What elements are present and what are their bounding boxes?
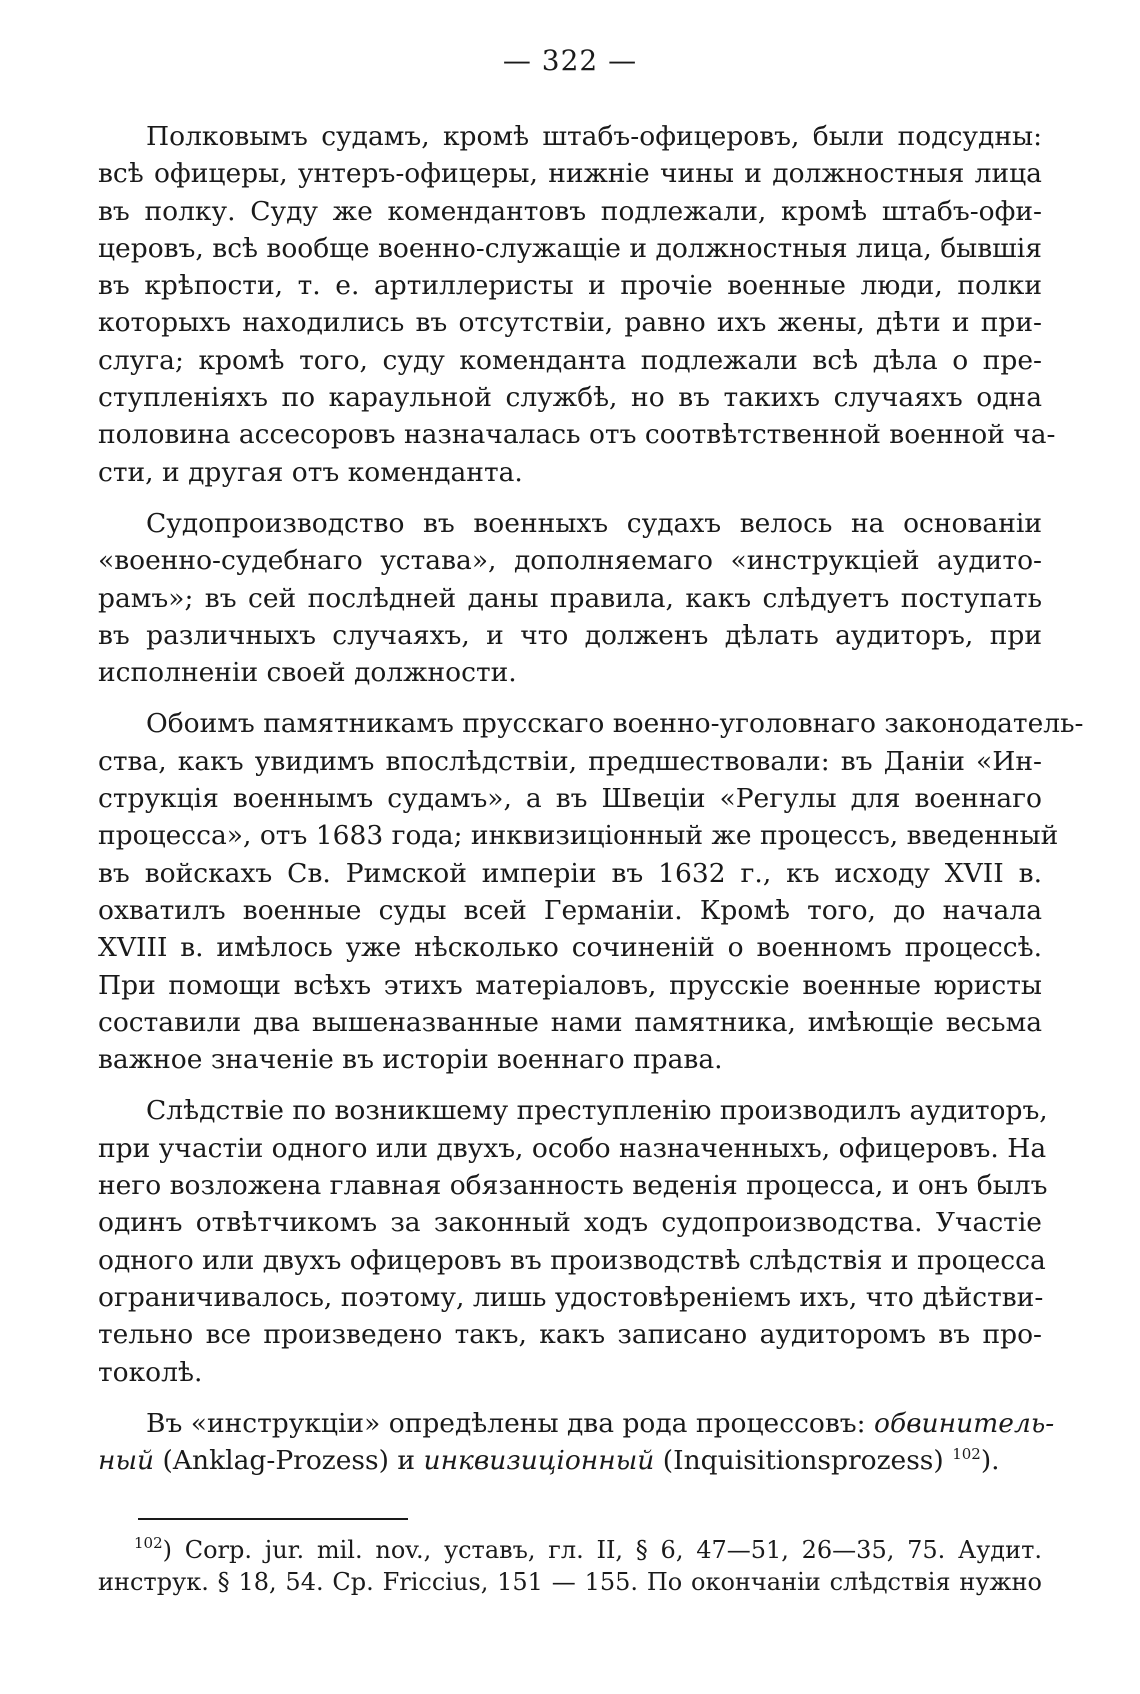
text-run: (Anklag-Prozess) и [162,1445,416,1477]
text-line: охватилъ военные суды всей Германіи. Кромѣ того, до начала [98,894,1042,926]
text-line: ограничивалось, поэтому, лишь удостовѣреніемъ ихъ, что дѣйстви- [98,1281,1044,1313]
text-line: сти, и другая отъ коменданта. [98,456,523,488]
text-line [98,1442,1042,1479]
italic-term: инквизиціонный [423,1445,655,1477]
text-line: которыхъ находились въ отсутствіи, равно ихъ жены, дѣти и при- [98,307,1042,339]
italic-term: ный [98,1445,155,1477]
paragraph-3 [98,705,1084,1078]
text-run: (Inquisitionsprozess) [662,1445,944,1477]
text-line: церовъ, всѣ вообще военно-служащіе и должностныя лица, бывшія [98,232,1042,264]
footnote-text: ) Corp. jur. mil. nov., уставъ, гл. II, § 6, 47—51, 26—35, 75. Аудит. [162,1536,1042,1564]
text-line: составили два вышеназванные нами памятника, имѣющіе весьма [98,1006,1042,1038]
text-line: ступленіяхъ по караульной службѣ, но въ такихъ случаяхъ одна [98,382,1042,414]
text-line: Обоимъ памятникамъ прусскаго военно-уголовнаго законодатель- [146,708,1084,740]
footnote-reference: 102 [952,1445,981,1464]
text-line: всѣ офицеры, унтеръ-офицеры, нижніе чины и должностныя лица [98,158,1042,190]
text-line: рамъ»; въ сей послѣдней даны правила, какъ слѣдуетъ поступать [98,582,1042,614]
footnote-line [98,1534,1042,1566]
text-line [98,1405,1055,1442]
footnote-divider [138,1518,408,1520]
text-line: Полковымъ судамъ, кромѣ штабъ-офицеровъ, были подсудны: [146,121,1042,152]
text-line: въ различныхъ случаяхъ, и что долженъ дѣлать аудиторъ, при [98,619,1042,651]
footnote-line: инструк. § 18, 54. Ср. Friccius, 151 — 155. По окончаніи слѣдствія нужно [98,1568,1042,1596]
text-line: него возложена главная обязанность веденія процесса, и онъ былъ [98,1170,1048,1202]
page-number: — 322 — [502,44,638,77]
text-line: половина ассесоровъ назначалась отъ соотвѣтственной военной ча- [98,419,1056,451]
text-line: ства, какъ увидимъ впослѣдствіи, предшествовали: въ Даніи «Ин- [98,745,1042,777]
text-line: важное значеніе въ исторіи военнаго права. [98,1044,723,1076]
text-line: тельно все произведено такъ, какъ записано аудиторомъ въ про- [98,1319,1042,1351]
text-line: одинъ отвѣтчикомъ за законный ходъ судопроизводства. Участіе [98,1207,1042,1239]
footnote [98,1534,1042,1598]
text-line: въ войскахъ Св. Римской имперіи въ 1632 г., къ исходу XVII в. [98,857,1042,889]
text-line: слуга; кромѣ того, суду коменданта подлежали всѣ дѣла о пре- [98,344,1042,376]
text-line: процесса», отъ 1683 года; инквизиціонный же процессъ, введенный [98,820,1059,852]
body-text [98,118,1084,1493]
text-line: XVIII в. имѣлось уже нѣсколько сочиненій о военномъ процессѣ. [98,932,1042,964]
text-line: одного или двухъ офицеровъ въ производствѣ слѣдствія и процесса [98,1244,1046,1276]
text-line: при участіи одного или двухъ, особо назначенныхъ, офицеровъ. На [98,1132,1047,1164]
text-run: ). [980,1445,1000,1477]
text-line: струкція военнымъ судамъ», а въ Швеціи «Регулы для военнаго [98,783,1042,815]
footnote-mark: 102 [134,1534,163,1552]
paragraph-1 [98,118,1056,491]
text-run: Въ «инструкціи» опредѣлены два рода процессовъ: [146,1407,866,1439]
text-line: Слѣдствіе по возникшему преступленію производилъ аудиторъ, [146,1095,1048,1127]
text-line: въ крѣпости, т. е. артиллеристы и прочіе военные люди, полки [98,270,1042,302]
text-line: Судопроизводство въ военныхъ судахъ велось на основаніи [146,507,1042,539]
text-line: токолѣ. [98,1356,203,1388]
text-line: «военно-судебнаго устава», дополняемаго «инструкціей аудито- [98,545,1042,577]
italic-term: обвинитель- [874,1407,1055,1439]
text-line: При помощи всѣхъ этихъ матеріаловъ, прусскіе военные юристы [98,969,1042,1001]
text-line: въ полку. Суду же комендантовъ подлежали, кромѣ штабъ-офи- [98,195,1042,227]
paragraph-2 [98,505,1042,691]
paragraph-4 [98,1092,1048,1390]
paragraph-5 [98,1405,1055,1480]
text-line: исполненіи своей должности. [98,657,517,689]
